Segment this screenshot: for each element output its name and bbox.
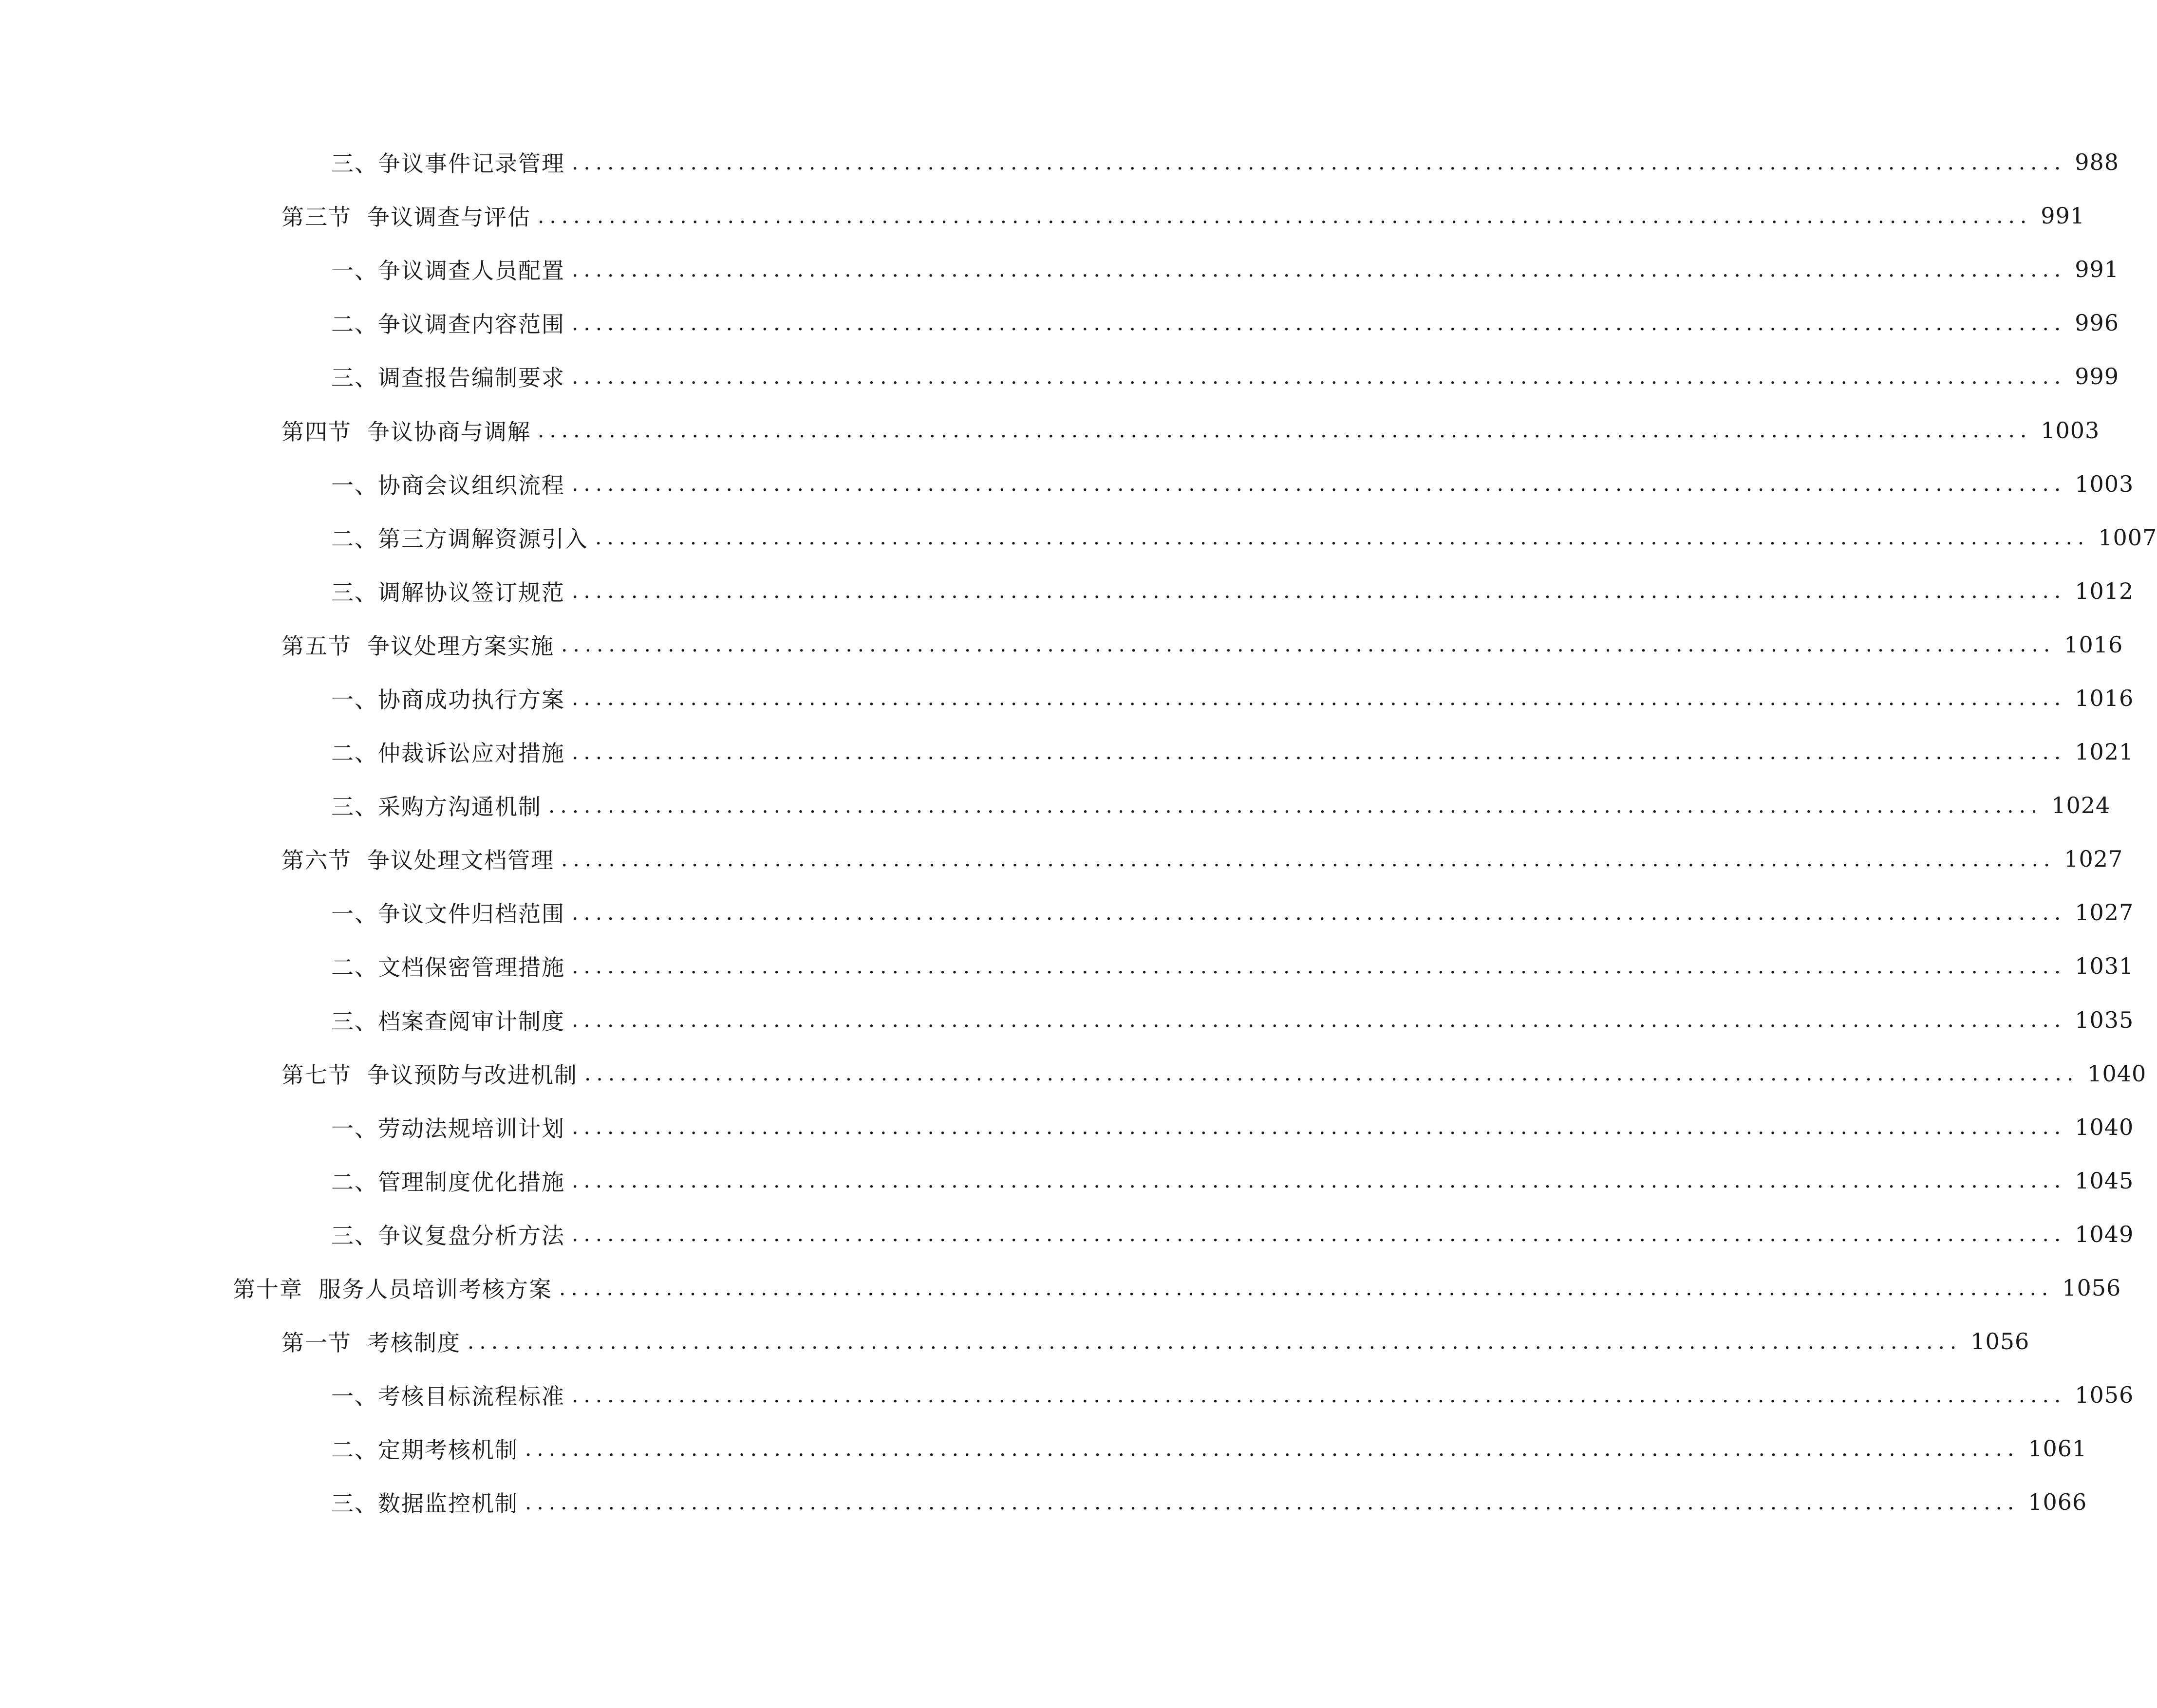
toc-entry-title: 考核制度	[367, 1330, 461, 1356]
toc-entry[interactable]	[0, 1154, 2134, 1207]
toc-entry[interactable]	[0, 779, 2111, 832]
toc-leader-dots: ..............................................................................................................................	[572, 579, 2066, 603]
toc-entry-page: 1040	[2075, 1114, 2134, 1140]
toc-entry[interactable]	[0, 939, 2134, 993]
toc-entry-title: 数据监控机制	[378, 1490, 518, 1517]
toc-entry-title: 文档保密管理措施	[378, 954, 565, 981]
toc-entry-title: 劳动法规培训计划	[378, 1115, 565, 1142]
toc-entry-number: 二、	[331, 1437, 378, 1464]
toc-entry-number: 三、	[331, 1490, 378, 1517]
toc-entry-title: 管理制度优化措施	[378, 1169, 565, 1195]
toc-entry-title: 协商成功执行方案	[378, 686, 565, 713]
toc-entry-title: 第三方调解资源引入	[378, 525, 588, 552]
toc-leader-dots: ..............................................................................................................................	[572, 472, 2066, 496]
toc-entry-title: 争议协商与调解	[367, 418, 531, 445]
toc-leader-dots: ..............................................................................................................................	[572, 1383, 2066, 1407]
toc-entry-page: 988	[2075, 149, 2119, 176]
toc-leader-dots: ..............................................................................................................................	[561, 847, 2056, 871]
toc-entry[interactable]	[0, 671, 2134, 725]
toc-leader-dots: ..............................................................................................................................	[548, 793, 2043, 817]
toc-entry-page: 1007	[2098, 524, 2157, 551]
toc-entry-number: 三、	[331, 1008, 378, 1035]
toc-entry-page: 1003	[2041, 417, 2100, 444]
toc-entry-page: 991	[2041, 203, 2085, 229]
toc-leader-dots: ..............................................................................................................................	[468, 1329, 1962, 1354]
toc-entry[interactable]	[0, 1315, 2030, 1368]
toc-leader-dots: ..............................................................................................................................	[538, 204, 2032, 228]
toc-entry-number: 二、	[331, 311, 378, 338]
toc-entry-title: 争议处理方案实施	[367, 632, 554, 659]
toc-entry-number: 三、	[331, 1222, 378, 1249]
toc-entry-number: 二、	[331, 1169, 378, 1195]
toc-entry-number: 一、	[331, 1115, 378, 1142]
toc-leader-dots: ..............................................................................................................................	[595, 525, 2090, 550]
toc-entry-page: 1061	[2028, 1435, 2087, 1462]
toc-entry-title: 争议调查人员配置	[378, 258, 565, 284]
toc-entry[interactable]	[0, 725, 2134, 779]
toc-entry-number: 一、	[331, 472, 378, 499]
toc-entry[interactable]	[0, 296, 2119, 350]
toc-leader-dots: ..............................................................................................................................	[572, 257, 2066, 281]
toc-entry-title: 争议文件归档范围	[378, 901, 565, 928]
toc-entry-page: 1056	[2062, 1275, 2121, 1301]
toc-entry-title: 调解协议签订规范	[378, 579, 565, 606]
toc-entry-page: 1016	[2064, 631, 2123, 658]
toc-entry-number: 第五节	[281, 632, 352, 659]
toc-entry[interactable]	[0, 511, 2157, 564]
toc-entry-number: 第七节	[281, 1061, 352, 1088]
toc-entry-title: 协商会议组织流程	[378, 472, 565, 499]
toc-entry-number: 一、	[331, 1383, 378, 1410]
toc-entry-page: 1031	[2075, 953, 2134, 980]
toc-entry[interactable]	[0, 1100, 2134, 1154]
toc-entry-number: 第一节	[281, 1330, 352, 1356]
toc-entry[interactable]	[0, 1475, 2087, 1529]
toc-entry-title: 争议调查内容范围	[378, 311, 565, 338]
toc-leader-dots: ..............................................................................................................................	[572, 740, 2066, 764]
toc-entry-title: 争议处理文档管理	[367, 847, 554, 874]
toc-entry-number: 一、	[331, 258, 378, 284]
toc-leader-dots: ..............................................................................................................................	[538, 418, 2032, 443]
toc-entry-page: 1049	[2075, 1221, 2134, 1247]
toc-leader-dots: ..............................................................................................................................	[559, 1276, 2054, 1300]
toc-leader-dots: ..............................................................................................................................	[584, 1061, 2079, 1086]
toc-leader-dots: ..............................................................................................................................	[572, 1222, 2066, 1246]
toc-entry-number: 一、	[331, 686, 378, 713]
toc-entry-number: 第十章	[233, 1276, 303, 1303]
toc-entry[interactable]	[0, 886, 2134, 939]
toc-entry-number: 一、	[331, 901, 378, 928]
toc-entry[interactable]	[0, 189, 2085, 242]
toc-entry-page: 1066	[2028, 1489, 2087, 1516]
toc-leader-dots: ..............................................................................................................................	[572, 900, 2066, 925]
toc-leader-dots: ..............................................................................................................................	[572, 364, 2066, 389]
toc-entry-title: 采购方沟通机制	[378, 794, 542, 820]
toc-entry-title: 仲裁诉讼应对措施	[378, 740, 565, 767]
toc-entry-page: 1045	[2075, 1167, 2134, 1194]
toc-leader-dots: ..............................................................................................................................	[572, 1008, 2066, 1032]
toc-entry-page: 1003	[2075, 470, 2134, 497]
toc-entry[interactable]	[0, 242, 2119, 296]
toc-leader-dots: ..............................................................................................................................	[572, 954, 2066, 978]
toc-entry-title: 服务人员培训考核方案	[319, 1276, 552, 1303]
toc-entry-title: 档案查阅审计制度	[378, 1008, 565, 1035]
toc-leader-dots: ..............................................................................................................................	[525, 1436, 2020, 1461]
toc-entry-number: 二、	[331, 954, 378, 981]
toc-entry[interactable]	[0, 1368, 2134, 1422]
toc-entry-title: 争议复盘分析方法	[378, 1222, 565, 1249]
toc-entry-title: 争议预防与改进机制	[367, 1061, 578, 1088]
toc-entry-page: 999	[2075, 363, 2119, 390]
toc-entry-number: 二、	[331, 740, 378, 767]
toc-entry[interactable]	[0, 618, 2123, 671]
toc-leader-dots: ..............................................................................................................................	[572, 1169, 2066, 1193]
toc-entry-number: 三、	[331, 579, 378, 606]
toc-leader-dots: ..............................................................................................................................	[561, 632, 2056, 657]
toc-entry-title: 争议调查与评估	[367, 204, 531, 231]
toc-entry-number: 第四节	[281, 418, 352, 445]
toc-entry-title: 考核目标流程标准	[378, 1383, 565, 1410]
toc-entry-page: 996	[2075, 310, 2119, 336]
toc-entry-number: 三、	[331, 365, 378, 391]
toc-entry-page: 1027	[2075, 899, 2134, 926]
toc-entry[interactable]	[0, 1422, 2087, 1475]
toc-entry-page: 1035	[2075, 1006, 2134, 1033]
toc-entry-number: 第三节	[281, 204, 352, 231]
toc-entry-page: 1012	[2075, 577, 2134, 604]
toc-entry-number: 三、	[331, 150, 378, 177]
toc-entry[interactable]	[0, 457, 2134, 511]
toc-entry[interactable]	[0, 993, 2134, 1047]
toc-entry-page: 1056	[2075, 1382, 2134, 1409]
toc-entry-page: 1027	[2064, 846, 2123, 873]
toc-entry-page: 1056	[1970, 1328, 2030, 1355]
toc-leader-dots: ..............................................................................................................................	[572, 150, 2066, 174]
toc-entry-page: 1016	[2075, 685, 2134, 711]
toc-entry-page: 991	[2075, 256, 2119, 283]
toc-entry-number: 三、	[331, 794, 378, 820]
toc-leader-dots: ..............................................................................................................................	[572, 311, 2066, 335]
toc-entry[interactable]	[0, 1261, 2121, 1315]
toc-entry[interactable]	[0, 832, 2123, 886]
toc-entry-title: 调查报告编制要求	[378, 365, 565, 391]
toc-entry[interactable]	[0, 403, 2100, 457]
toc-entry[interactable]	[0, 1207, 2134, 1261]
toc-entry-page: 1021	[2075, 739, 2134, 765]
toc-entry-title: 定期考核机制	[378, 1437, 518, 1464]
toc-entry-title: 争议事件记录管理	[378, 150, 565, 177]
toc-entry[interactable]	[0, 350, 2119, 403]
table-of-contents	[0, 135, 2157, 1529]
toc-leader-dots: ..............................................................................................................................	[572, 1115, 2066, 1139]
toc-leader-dots: ..............................................................................................................................	[572, 686, 2066, 710]
toc-entry-page: 1024	[2051, 792, 2111, 819]
toc-entry-page: 1040	[2087, 1060, 2147, 1087]
toc-entry[interactable]	[0, 1047, 2147, 1100]
toc-entry[interactable]	[0, 564, 2134, 618]
toc-entry-number: 第六节	[281, 847, 352, 874]
toc-entry[interactable]	[0, 135, 2119, 189]
toc-entry-number: 二、	[331, 525, 378, 552]
toc-leader-dots: ..............................................................................................................................	[525, 1490, 2020, 1514]
